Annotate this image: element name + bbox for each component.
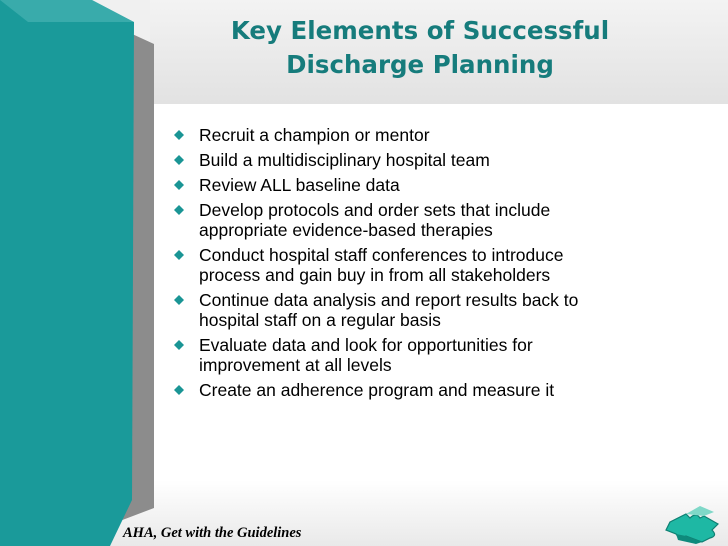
bullet-text-line: Conduct hospital staff conferences to introduce xyxy=(199,245,564,265)
bullet-item xyxy=(172,200,652,240)
bullet-text-line: Continue data analysis and report results back to xyxy=(199,290,579,310)
bullet-text-line: Review ALL baseline data xyxy=(199,175,400,195)
bullet-item xyxy=(172,245,652,285)
bullet-text-line: improvement at all levels xyxy=(199,355,392,375)
bullet-text-line: Create an adherence program and measure it xyxy=(199,380,555,400)
bullet-text-line: Develop protocols and order sets that include xyxy=(199,200,551,220)
bullet-item xyxy=(172,150,652,170)
bullet-item xyxy=(172,380,652,400)
diamond-bullet-icon xyxy=(174,340,184,350)
diamond-bullet-icon xyxy=(174,385,184,395)
diamond-bullet-icon xyxy=(174,295,184,305)
teal-panel xyxy=(0,0,134,546)
bullet-text-line: appropriate evidence-based therapies xyxy=(199,220,493,240)
bullet-text-line: Recruit a champion or mentor xyxy=(199,125,430,145)
bullet-item xyxy=(172,290,652,330)
slide-title xyxy=(205,14,635,82)
title-line-1: Key Elements of Successful xyxy=(230,16,610,45)
diamond-bullet-icon xyxy=(174,205,184,215)
footer-source: AHA, Get with the Guidelines xyxy=(123,525,302,541)
diamond-bullet-icon xyxy=(174,155,184,165)
bullet-list xyxy=(172,125,652,405)
bullet-text-line: Evaluate data and look for opportunities for xyxy=(199,335,533,355)
bullet-item xyxy=(172,335,652,375)
bullet-item xyxy=(172,175,652,195)
bullet-item xyxy=(172,125,652,145)
bullet-text-line: Build a multidisciplinary hospital team xyxy=(199,150,490,170)
bullet-text-line: hospital staff on a regular basis xyxy=(199,310,441,330)
diamond-bullet-icon xyxy=(174,250,184,260)
bullet-text-line: process and gain buy in from all stakeholders xyxy=(199,265,551,285)
diamond-bullet-icon xyxy=(174,180,184,190)
title-line-2: Discharge Planning xyxy=(286,50,554,79)
puzzle-logo-icon xyxy=(656,490,728,546)
diamond-bullet-icon xyxy=(174,130,184,140)
